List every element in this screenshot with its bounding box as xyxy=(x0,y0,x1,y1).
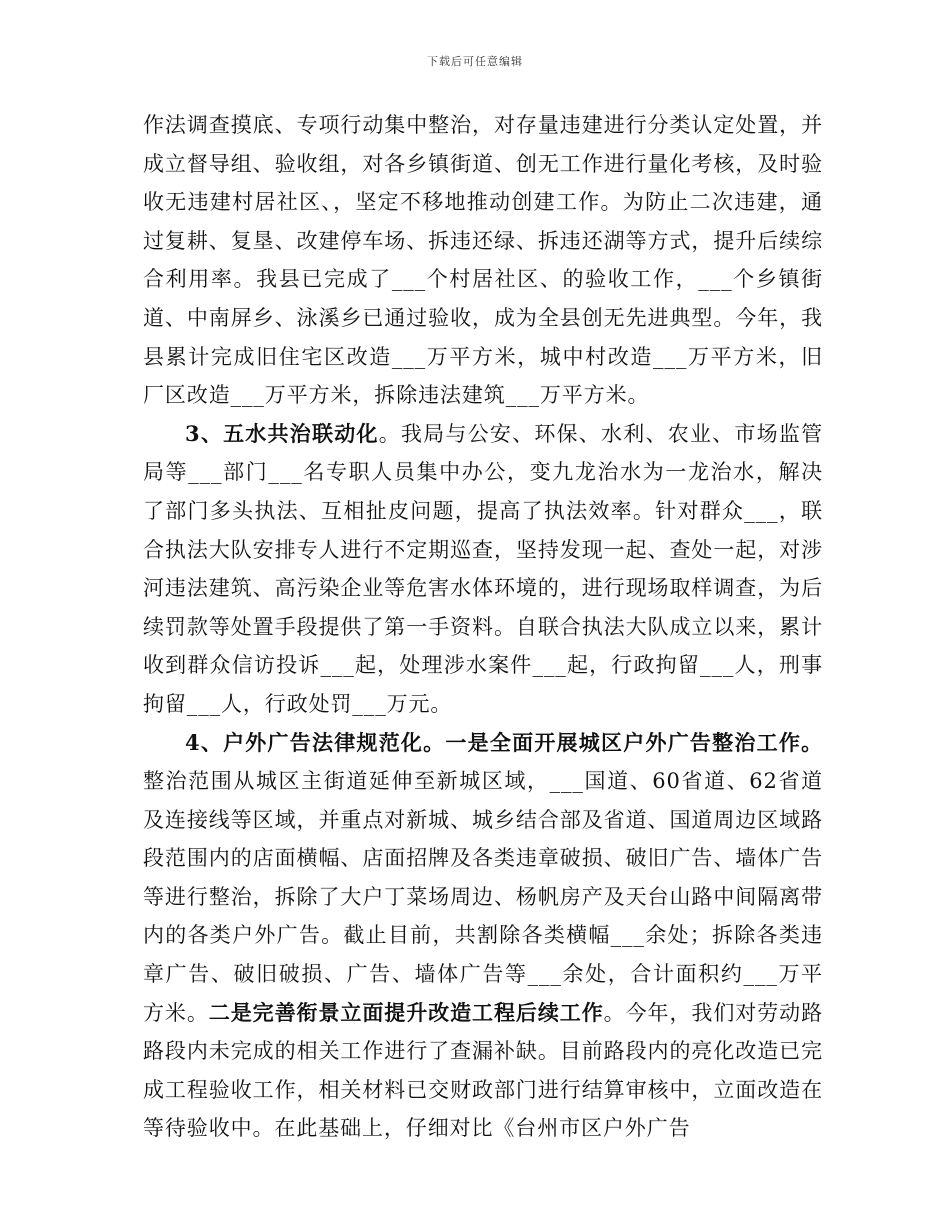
paragraph-3-text-a: 整治范围从城区主街道延伸至新城区域，___国道、60省道、62省道及连接线等区域，并重点对新城、城乡结合部及省道、国道周边区域路段范围内的店面横幅、店面招牌及各类违章破损、破旧广告、墙体广告等进行整治，拆除了大户丁菜场周边、杨帆房产及天台山路中间隔离带内的各类户外广告。截止目前，共割除各类横幅___余处；拆除各类违章广告、破旧破损、广告、墙体广告等___余处，合计面积约___万平方米。 xyxy=(143,769,823,1025)
section-4-heading: 4、户外广告法律规范化。一是全面开展城区户外广告整治工作。 xyxy=(185,729,823,755)
paragraph-1 xyxy=(143,106,823,415)
paragraph-3 xyxy=(143,724,823,1149)
paragraph-3-text-b: 。今年，我们对劳动路路段内未完成的相关工作进行了查漏补缺。目前路段内的亮化改造已完成工程验收工作，相关材料已交财政部门进行结算审核中，立面改造在等待验收中。在此基础上，仔细对比《台州市区户外广告 xyxy=(143,1000,823,1141)
paragraph-2 xyxy=(143,415,823,724)
paragraph-2-text: 。我局与公安、环保、水利、农业、市场监管局等___部门___名专职人员集中办公，变九龙治水为一龙治水，解决了部门多头执法、互相扯皮问题，提高了执法效率。针对群众___，联合执法大队安排专人进行不定期巡查，坚持发现一起、查处一起，对涉河违法建筑、高污染企业等危害水体环境的，进行现场取样调查，为后续罚款等处置手段提供了第一手资料。自联合执法大队成立以来，累计收到群众信访投诉___起，处理涉水案件___起，行政拘留___人，刑事拘留___人，行政处罚___万元。 xyxy=(143,421,823,716)
section-3-heading: 3、五水共治联动化 xyxy=(185,420,379,446)
document-body xyxy=(143,106,823,1148)
page-header: 下载后可任意编辑 xyxy=(427,55,523,68)
section-4-subheading: 二是完善衔景立面提升改造工程后续工作 xyxy=(208,999,604,1025)
paragraph-1-text: 作法调查摸底、专项行动集中整治，对存量违建进行分类认定处置，并成立督导组、验收组，对各乡镇街道、创无工作进行量化考核，及时验收无违建村居社区、，坚定不移地推动创建工作。为防止二次违建，通过复耕、复垦、改建停车场、拆违还绿、拆违还湖等方式，提升后续综合利用率。我县已完成了___个村居社区、的验收工作，___个乡镇街道、中南屏乡、泳溪乡已通过验收，成为全县创无先进典型。今年，我县累计完成旧住宅区改造___万平方米，城中村改造___万平方米，旧厂区改造___万平方米，拆除违法建筑___万平方米。 xyxy=(143,113,823,408)
